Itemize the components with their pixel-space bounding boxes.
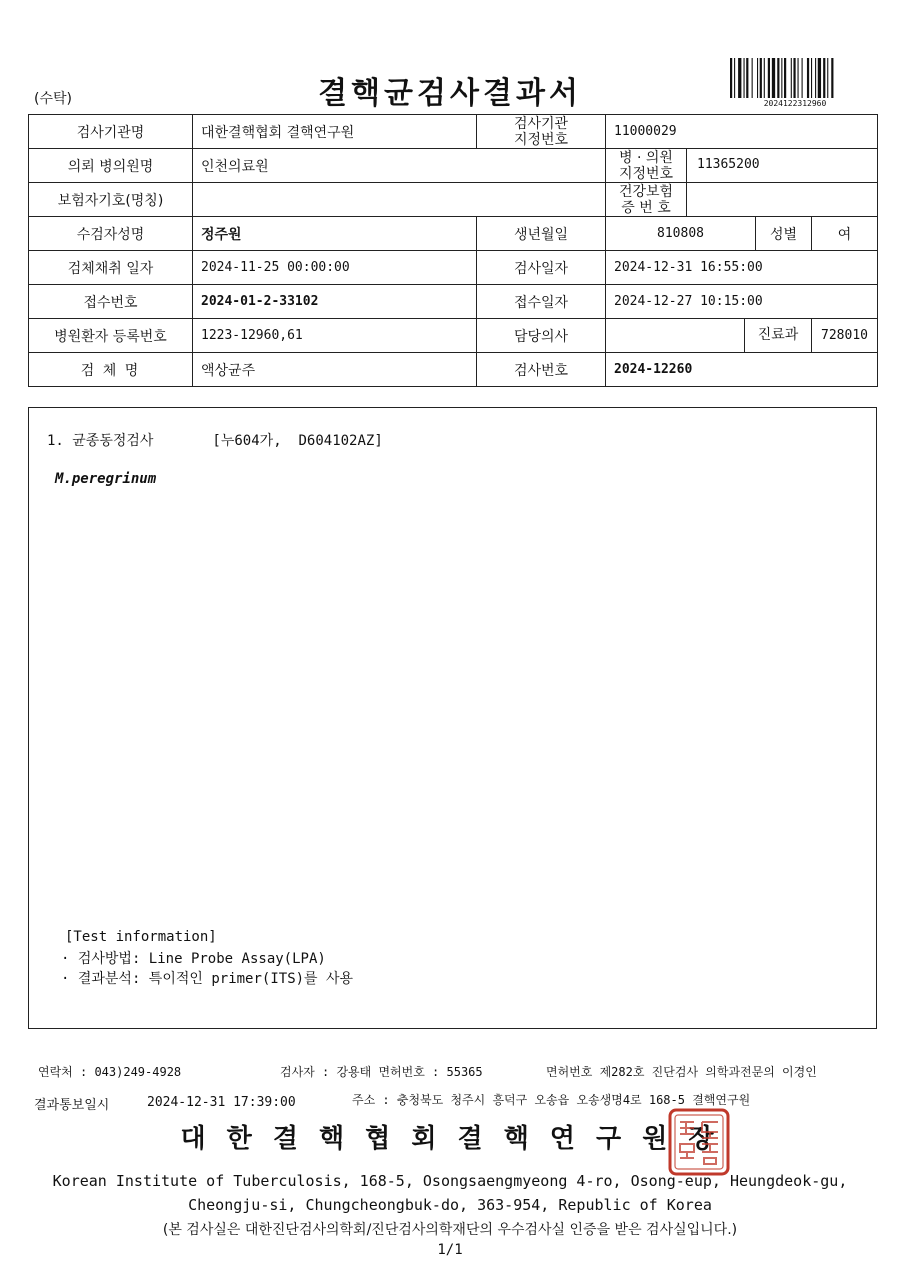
result-box (28, 407, 877, 1029)
value-specimen: 액상균주 (193, 353, 477, 387)
value-sex: 여 (812, 217, 878, 251)
address-en-line1: Korean Institute of Tuberculosis, 168-5, Osongsaengmyeong 4-ro, Osong-eup, Heungdeok-gu, (52, 1172, 848, 1190)
value-lab-name: 대한결핵협회 결핵연구원 (193, 115, 477, 149)
label-specimen: 검 체 명 (29, 353, 193, 387)
table-row (29, 319, 878, 353)
label-referring-hospital: 의뢰 병의원명 (29, 149, 193, 183)
value-test-date: 2024-12-31 16:55:00 (606, 251, 878, 285)
label-receipt-number: 접수번호 (29, 285, 193, 319)
consignment-badge: (수탁) (34, 91, 72, 107)
report-date-label: 결과통보일시 (34, 1098, 110, 1113)
test-line: 1. 균종동정검사 [누604가, D604102AZ] (47, 433, 383, 449)
address-en-line2: Cheongju-si, Chungcheongbuk-do, 363-954, Republic of Korea (188, 1196, 712, 1214)
label-lab-name: 검사기관명 (29, 115, 193, 149)
barcode (730, 58, 860, 98)
value-insurance-number (687, 183, 707, 216)
page-number: 1/1 (437, 1242, 463, 1258)
info-table (28, 114, 878, 387)
examiner-info: 검사자 : 강용태 면허번호 : 55365 (280, 1065, 483, 1079)
table-row (29, 251, 878, 285)
label-lab-code: 검사기관 지정번호 (477, 115, 606, 149)
value-patient-reg-number: 1223-12960,61 (193, 319, 477, 353)
label-sex: 성별 (756, 217, 812, 251)
label-patient-name: 수검자성명 (29, 217, 193, 251)
specialist-info: 면허번호 제282호 진단검사 의학과전문의 이경인 (546, 1065, 817, 1079)
value-insurer (193, 183, 606, 217)
value-receipt-date: 2024-12-27 10:15:00 (606, 285, 878, 319)
contact-info: 연락처 : 043)249-4928 (38, 1065, 182, 1079)
label-receipt-date: 접수일자 (477, 285, 606, 319)
label-insurance-number: 건강보험 증 번 호 (606, 183, 687, 216)
value-test-number: 2024-12260 (606, 353, 878, 387)
test-method: · 검사방법: Line Probe Assay(LPA) (61, 951, 326, 967)
value-referring-hospital: 인천의료원 (193, 149, 606, 183)
label-collection-date: 검체채취 일자 (29, 251, 193, 285)
table-row (29, 217, 878, 251)
label-department: 진료과 (744, 319, 811, 352)
value-hospital-code: 11365200 (697, 157, 760, 172)
table-row (29, 115, 878, 149)
value-department: 728010 (812, 319, 878, 353)
label-patient-reg-number: 병원환자 등록번호 (29, 319, 193, 353)
label-birthdate: 생년월일 (477, 217, 606, 251)
barcode-number: 2024122312960 (763, 99, 827, 108)
label-test-date: 검사일자 (477, 251, 606, 285)
official-seal-icon (668, 1108, 730, 1176)
table-row (29, 353, 878, 387)
label-test-number: 검사번호 (477, 353, 606, 387)
test-analysis: · 결과분석: 특이적인 primer(ITS)를 사용 (61, 971, 354, 987)
value-lab-code: 11000029 (606, 115, 878, 149)
value-patient-name: 정주원 (193, 217, 477, 251)
table-row (29, 285, 878, 319)
certification-note: (본 검사실은 대한진단검사의학회/진단검사의학재단의 우수검사실 인증을 받은 검사실입니다.) (162, 1222, 738, 1238)
value-receipt-number: 2024-01-2-33102 (193, 285, 477, 319)
table-row (29, 149, 878, 183)
value-collection-date: 2024-11-25 00:00:00 (193, 251, 477, 285)
label-doctor: 담당의사 (477, 319, 606, 353)
value-birthdate: 810808 (606, 217, 756, 251)
document-title: 결핵균검사결과서 (318, 76, 582, 111)
table-row (29, 183, 878, 217)
report-date: 2024-12-31 17:39:00 (147, 1095, 296, 1110)
test-info-header: [Test information] (65, 929, 217, 945)
organism-result: M.peregrinum (55, 471, 157, 487)
label-insurer: 보험자기호(명칭) (29, 183, 193, 217)
address-kr: 주소 : 충청북도 청주시 흥덕구 오송읍 오송생명4로 168-5 결핵연구원 (352, 1093, 751, 1107)
label-hospital-code: 병 · 의원 지정번호 (606, 149, 687, 182)
institution-name: 대 한 결 핵 협 회 결 핵 연 구 원 장 (180, 1124, 720, 1154)
